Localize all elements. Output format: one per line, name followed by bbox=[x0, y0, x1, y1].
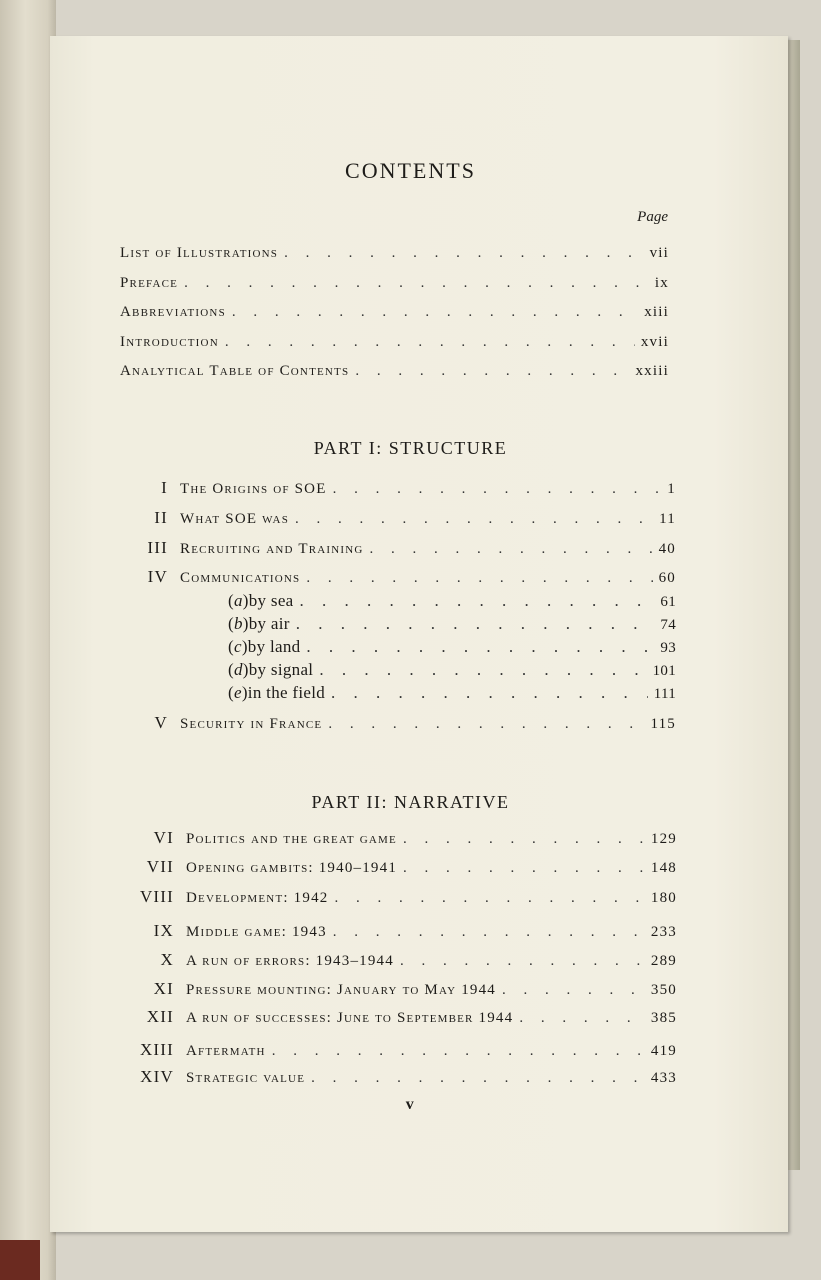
entry-title: Abbreviations bbox=[120, 304, 226, 320]
page-number: vii bbox=[649, 245, 669, 261]
dot-leader bbox=[331, 683, 648, 703]
chapter-number: XI bbox=[153, 979, 174, 998]
dot-leader bbox=[306, 570, 652, 587]
page-number: xxiii bbox=[635, 363, 669, 379]
entry-title: by signal bbox=[248, 660, 314, 679]
footer-page-number: v bbox=[405, 1096, 416, 1113]
page-number: 61 bbox=[660, 594, 676, 610]
page-number: 111 bbox=[653, 686, 676, 702]
chapter-number: XII bbox=[146, 1007, 174, 1026]
dot-leader bbox=[328, 716, 644, 733]
dot-leader bbox=[295, 511, 653, 528]
subsection-entry bbox=[228, 614, 676, 634]
book-spine bbox=[0, 0, 56, 1280]
front-matter-entry bbox=[120, 245, 669, 262]
dot-leader bbox=[319, 660, 646, 680]
chapter-number: II bbox=[154, 508, 168, 527]
dot-leader bbox=[232, 304, 638, 321]
chapter-number: XIV bbox=[140, 1067, 174, 1086]
page-number: 233 bbox=[650, 924, 677, 940]
subsection-letter: (d) bbox=[228, 660, 249, 679]
page-number: 180 bbox=[650, 890, 677, 906]
chapter-entry bbox=[120, 1007, 677, 1027]
subsection-letter: (b) bbox=[228, 614, 249, 633]
page-number: 101 bbox=[652, 663, 676, 679]
entry-title: Pressure mounting: January to May 1944 bbox=[186, 982, 496, 998]
chapter-entry bbox=[120, 1040, 677, 1060]
page-number: 419 bbox=[650, 1043, 677, 1059]
chapter-entry bbox=[120, 950, 677, 970]
page-number: 40 bbox=[658, 541, 676, 557]
entry-title: The Origins of SOE bbox=[180, 481, 327, 497]
contents-title: CONTENTS bbox=[345, 158, 476, 183]
subsection-letter: (e) bbox=[228, 683, 248, 702]
page-number: 93 bbox=[660, 640, 676, 656]
page-number: 1 bbox=[667, 481, 676, 497]
dot-leader bbox=[355, 363, 629, 380]
chapter-number: VIII bbox=[139, 887, 174, 906]
subsection-entry bbox=[228, 591, 676, 611]
page-column-label: Page bbox=[637, 209, 668, 225]
subsection-entry bbox=[228, 660, 676, 680]
entry-title: Middle game: 1943 bbox=[186, 924, 327, 940]
dot-leader bbox=[519, 1010, 645, 1027]
front-matter-entry bbox=[120, 275, 669, 292]
dot-leader bbox=[300, 591, 655, 611]
page-number: 129 bbox=[650, 831, 677, 847]
page-number: 350 bbox=[650, 982, 677, 998]
chapter-number: VII bbox=[146, 857, 174, 876]
chapter-entry bbox=[120, 828, 677, 848]
page-edge bbox=[786, 40, 800, 1170]
dot-leader bbox=[403, 831, 645, 848]
chapter-number: IX bbox=[153, 921, 174, 940]
chapter-number: VI bbox=[153, 828, 174, 847]
chapter-entry bbox=[120, 921, 677, 941]
chapter-entry bbox=[120, 478, 676, 498]
dot-leader bbox=[284, 245, 643, 262]
chapter-entry bbox=[120, 508, 676, 528]
entry-title: Strategic value bbox=[186, 1070, 306, 1086]
chapter-number: I bbox=[161, 478, 168, 497]
dot-leader bbox=[184, 275, 649, 292]
entry-title: in the field bbox=[247, 683, 326, 702]
dot-leader bbox=[306, 637, 654, 657]
page-number: xiii bbox=[644, 304, 669, 320]
chapter-number: IV bbox=[147, 567, 168, 586]
chapter-entry bbox=[120, 857, 677, 877]
front-matter-entry bbox=[120, 363, 669, 380]
front-matter-entry bbox=[120, 334, 669, 351]
dot-leader bbox=[333, 481, 662, 498]
entry-title: Security in France bbox=[180, 716, 323, 732]
entry-title: Introduction bbox=[120, 334, 219, 350]
subsection-entry bbox=[228, 683, 676, 703]
dot-leader bbox=[370, 541, 653, 558]
chapter-number: X bbox=[160, 950, 174, 969]
dot-leader bbox=[311, 1070, 645, 1087]
entry-title: Development: 1942 bbox=[186, 890, 329, 906]
entry-title: A run of successes: June to September 1944 bbox=[186, 1010, 514, 1026]
cover-edge bbox=[0, 1240, 40, 1280]
entry-title: What SOE was bbox=[180, 511, 290, 527]
entry-title: Communications bbox=[180, 570, 301, 586]
dot-leader bbox=[403, 860, 645, 877]
page-number: 433 bbox=[650, 1070, 677, 1086]
page-number: 385 bbox=[650, 1010, 677, 1026]
chapter-entry bbox=[120, 713, 676, 733]
entry-title: List of Illustrations bbox=[120, 245, 279, 261]
page-number: ix bbox=[654, 275, 669, 291]
dot-leader bbox=[333, 924, 645, 941]
chapter-number: V bbox=[154, 713, 168, 732]
page-number: 289 bbox=[650, 953, 677, 969]
entry-title: Recruiting and Training bbox=[180, 541, 364, 557]
part1-title: PART I: STRUCTURE bbox=[313, 438, 508, 458]
dot-leader bbox=[400, 953, 645, 970]
entry-title: Politics and the great game bbox=[186, 831, 397, 847]
page-number: xvii bbox=[640, 334, 669, 350]
front-matter-entry bbox=[120, 304, 669, 321]
dot-leader bbox=[296, 614, 655, 634]
page-number: 148 bbox=[650, 860, 677, 876]
entry-title: Analytical Table of Contents bbox=[120, 363, 350, 379]
dot-leader bbox=[225, 334, 635, 351]
chapter-entry bbox=[120, 979, 677, 999]
entry-title: A run of errors: 1943–1944 bbox=[186, 953, 394, 969]
subsection-letter: (a) bbox=[228, 591, 249, 610]
chapter-number: XIII bbox=[139, 1040, 174, 1059]
chapter-entry bbox=[120, 538, 676, 558]
entry-title: by air bbox=[248, 614, 290, 633]
chapter-number: III bbox=[147, 538, 168, 557]
subsection-letter: (c) bbox=[228, 637, 248, 656]
chapter-entry bbox=[120, 887, 677, 907]
subsection-entry bbox=[228, 637, 676, 657]
dot-leader bbox=[502, 982, 645, 999]
chapter-entry bbox=[120, 1067, 677, 1087]
dot-leader bbox=[272, 1043, 645, 1060]
entry-title: Aftermath bbox=[186, 1043, 266, 1059]
page-number: 115 bbox=[650, 716, 676, 732]
chapter-entry bbox=[120, 567, 676, 587]
page-number: 11 bbox=[659, 511, 676, 527]
part2-title: PART II: NARRATIVE bbox=[311, 792, 510, 812]
entry-title: by sea bbox=[248, 591, 294, 610]
page-number: 60 bbox=[658, 570, 676, 586]
entry-title: Preface bbox=[120, 275, 179, 291]
dot-leader bbox=[334, 890, 644, 907]
page-number: 74 bbox=[660, 617, 676, 633]
entry-title: by land bbox=[247, 637, 301, 656]
entry-title: Opening gambits: 1940–1941 bbox=[186, 860, 398, 876]
